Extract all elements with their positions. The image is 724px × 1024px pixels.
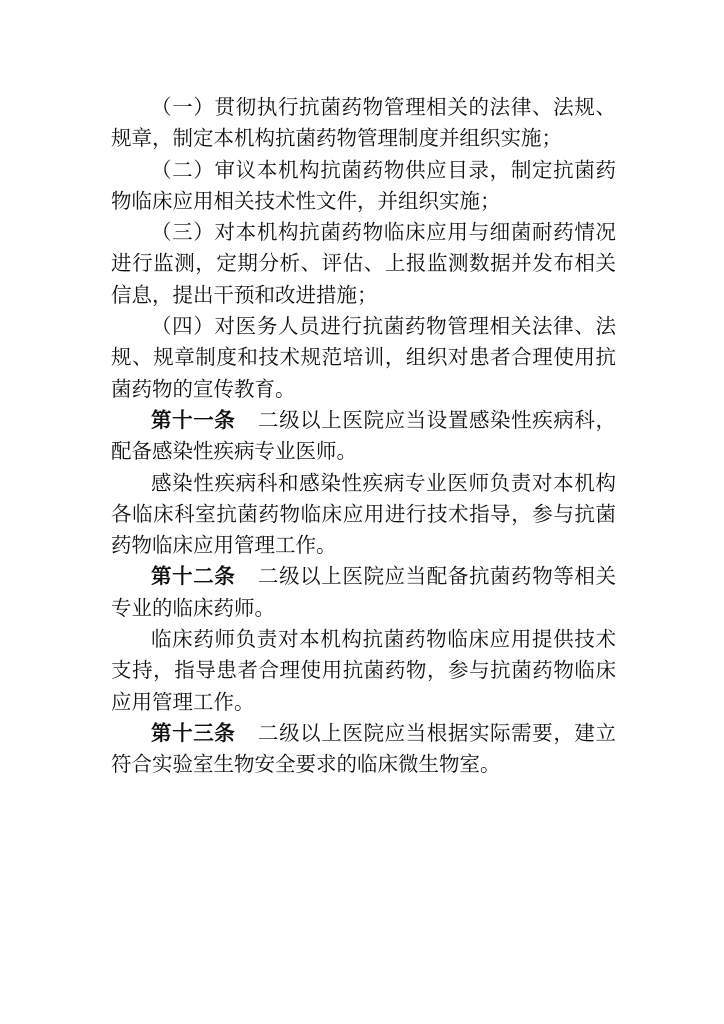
article-13-label: 第十三条 xyxy=(151,720,236,745)
article-11-label: 第十一条 xyxy=(151,407,236,432)
duty-item-1: （一）贯彻执行抗菌药物管理相关的法律、法规、规章，制定本机构抗菌药物管理制度并组织实施； xyxy=(111,95,616,151)
article-11 xyxy=(111,405,616,468)
duty-item-3: （三）对本机构抗菌药物临床应用与细菌耐药情况进行监测，定期分析、评估、上报监测数据并发布相关信息，提出干预和改进措施； xyxy=(111,220,616,307)
article-11-text: 二级以上医院应当设置感染性疾病科，配备感染性疾病专业医师。 xyxy=(111,407,617,464)
article-12-label: 第十二条 xyxy=(151,564,236,589)
duty-item-4: （四）对医务人员进行抗菌药物管理相关法律、法规、规章制度和技术规范培训，组织对患者合理使用抗菌药物的宣传教育。 xyxy=(111,314,616,401)
article-12-text: 二级以上医院应当配备抗菌药物等相关专业的临床药师。 xyxy=(111,564,617,620)
document-body xyxy=(111,92,616,781)
article-13-text: 二级以上医院应当根据实际需要，建立符合实验室生物安全要求的临床微生物室。 xyxy=(111,720,617,777)
article-12-paragraph-2: 临床药师负责对本机构抗菌药物临床应用提供技术支持，指导患者合理使用抗菌药物，参与抗菌药物临床应用管理工作。 xyxy=(111,627,616,714)
article-11-paragraph-2: 感染性疾病科和感染性疾病专业医师负责对本机构各临床科室抗菌药物临床应用进行技术指导，参与抗菌药物临床应用管理工作。 xyxy=(111,470,616,558)
article-12 xyxy=(111,561,616,624)
article-13 xyxy=(111,718,616,781)
duty-item-2: （二）审议本机构抗菌药物供应目录，制定抗菌药物临床应用相关技术性文件，并组织实施； xyxy=(111,157,616,213)
